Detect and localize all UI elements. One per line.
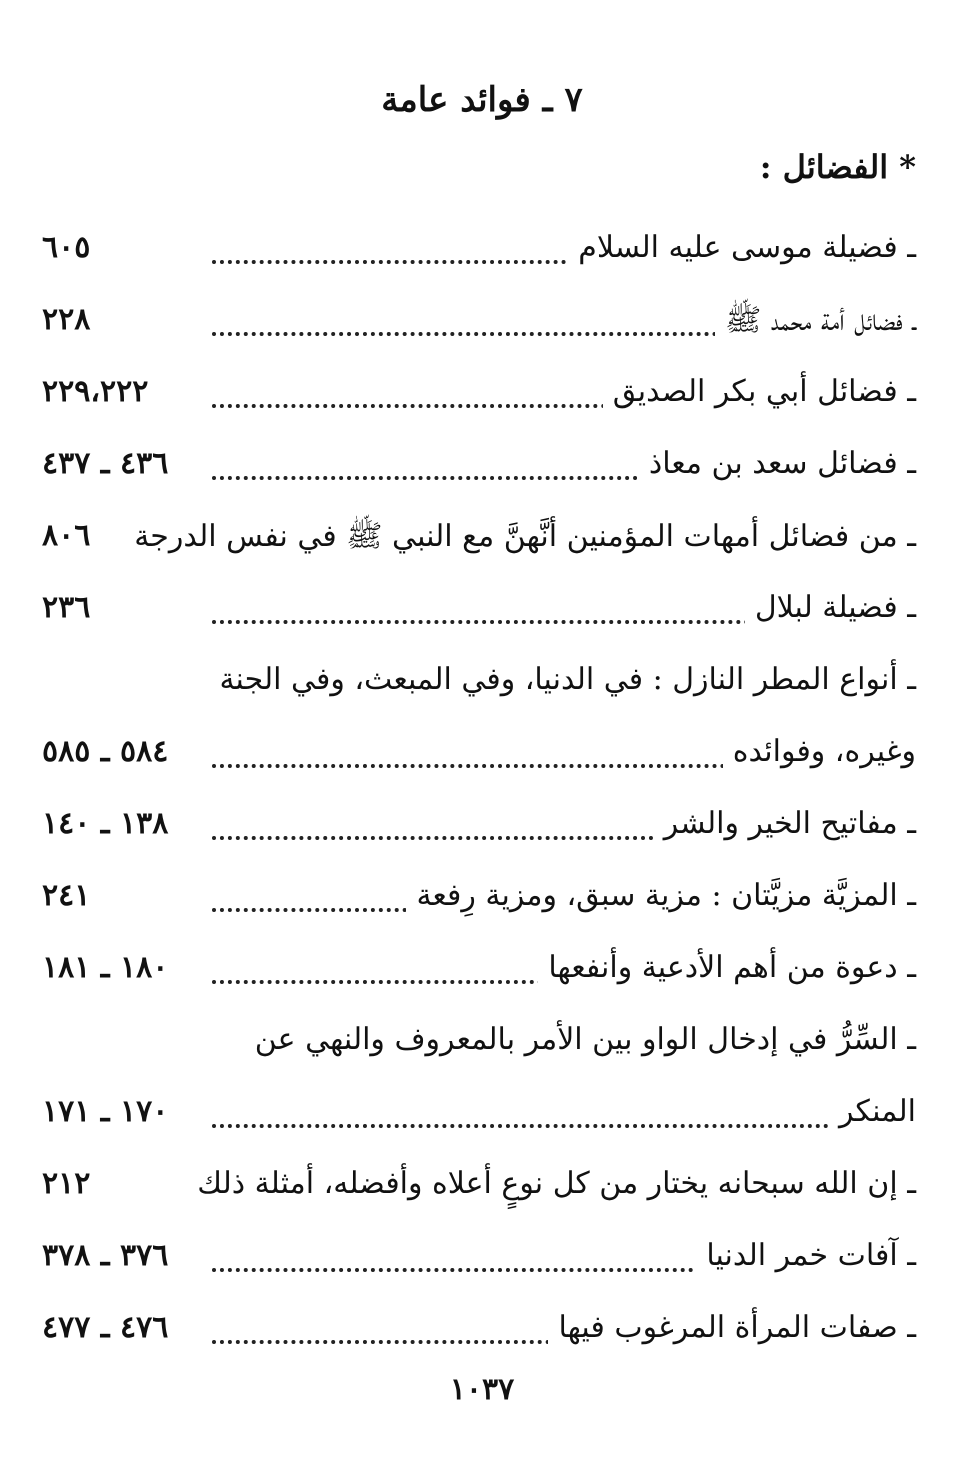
entry-text: ـ المزيَّة مزيَّتان : مزية سبق، ومزية رِفعة — [406, 878, 916, 913]
entry-page: ٢٣٦ — [42, 590, 98, 625]
entry-page: ٢٢٨ — [42, 302, 98, 337]
entry-text: ـ فضائل أبي بكر الصديق — [603, 374, 916, 409]
index-entry — [42, 722, 916, 794]
entry-text: وغيره، وفوائده — [723, 734, 916, 769]
entry-text: ـ أنواع المطر النازل : في الدنيا، وفي المبعث، وفي الجنة — [209, 662, 916, 697]
entry-text: ـ آفات خمر الدنيا — [696, 1238, 916, 1273]
entry-text: ـ إن الله سبحانه يختار من كل نوعٍ أعلاه وأفضله، أمثلة ذلك — [187, 1166, 916, 1201]
index-entry — [42, 578, 916, 650]
entry-text: ـ فضائل سعد بن معاذ — [639, 446, 916, 481]
index-entry — [42, 650, 916, 722]
entry-page: ١٧٠ ـ ١٧١ — [42, 1094, 176, 1129]
entry-page: ٣٧٦ ـ ٣٧٨ — [42, 1238, 176, 1273]
entry-text: ـ فضيلة لبلال — [745, 590, 916, 625]
index-entry — [42, 218, 916, 290]
index-entry — [42, 1082, 916, 1154]
index-entry — [42, 1010, 916, 1082]
entry-text: ـ من فضائل أمهات المؤمنين أنَّهنَّ مع النبي ﷺ في نفس الدرجة — [124, 518, 916, 561]
index-entry — [42, 1154, 916, 1226]
index-entry — [42, 434, 916, 506]
index-entry — [42, 1298, 916, 1370]
index-entry — [42, 290, 916, 362]
index-entry — [42, 938, 916, 1010]
entry-text: ـ فضيلة موسى عليه السلام — [568, 230, 916, 265]
entry-page: ٢٢٩،٢٢٢ — [42, 374, 156, 409]
index-entry — [42, 506, 916, 578]
entry-text: ـ دعوة من أهم الأدعية وأنفعها — [538, 950, 916, 985]
entry-page: ٢١٢ — [42, 1166, 98, 1201]
entry-text: ـ فضائل أمة محمد ﷺ — [715, 302, 916, 345]
entry-text: ـ صفات المرأة المرغوب فيها — [548, 1310, 916, 1345]
section-title: * الفضائل : — [759, 148, 916, 186]
index-entry — [42, 794, 916, 866]
entry-page: ٤٧٦ ـ ٤٧٧ — [42, 1310, 176, 1345]
entry-text: ـ مفاتيح الخير والشر — [654, 806, 916, 841]
entry-page: ٥٨٤ ـ ٥٨٥ — [42, 734, 176, 769]
dot-leader — [212, 1120, 916, 1128]
entry-page: ٨٠٦ — [42, 518, 98, 553]
entry-text: ـ السِّرُّ في إدخال الواو بين الأمر بالمعروف والنهي عن — [245, 1022, 916, 1057]
entry-page: ٤٣٦ ـ ٤٣٧ — [42, 446, 176, 481]
entry-page: ١٨٠ ـ ١٨١ — [42, 950, 176, 985]
entry-page: ١٣٨ ـ ١٤٠ — [42, 806, 176, 841]
chapter-heading: ٧ ـ فوائد عامة — [381, 80, 583, 120]
entry-page: ٢٤١ — [42, 878, 98, 913]
index-entry — [42, 1226, 916, 1298]
entry-page: ٦٠٥ — [42, 230, 98, 265]
page-number: ١٠٣٧ — [449, 1372, 515, 1407]
index-entry — [42, 866, 916, 938]
index-entry — [42, 362, 916, 434]
index-entries — [42, 218, 916, 1370]
entry-text: المنكر — [829, 1094, 916, 1129]
